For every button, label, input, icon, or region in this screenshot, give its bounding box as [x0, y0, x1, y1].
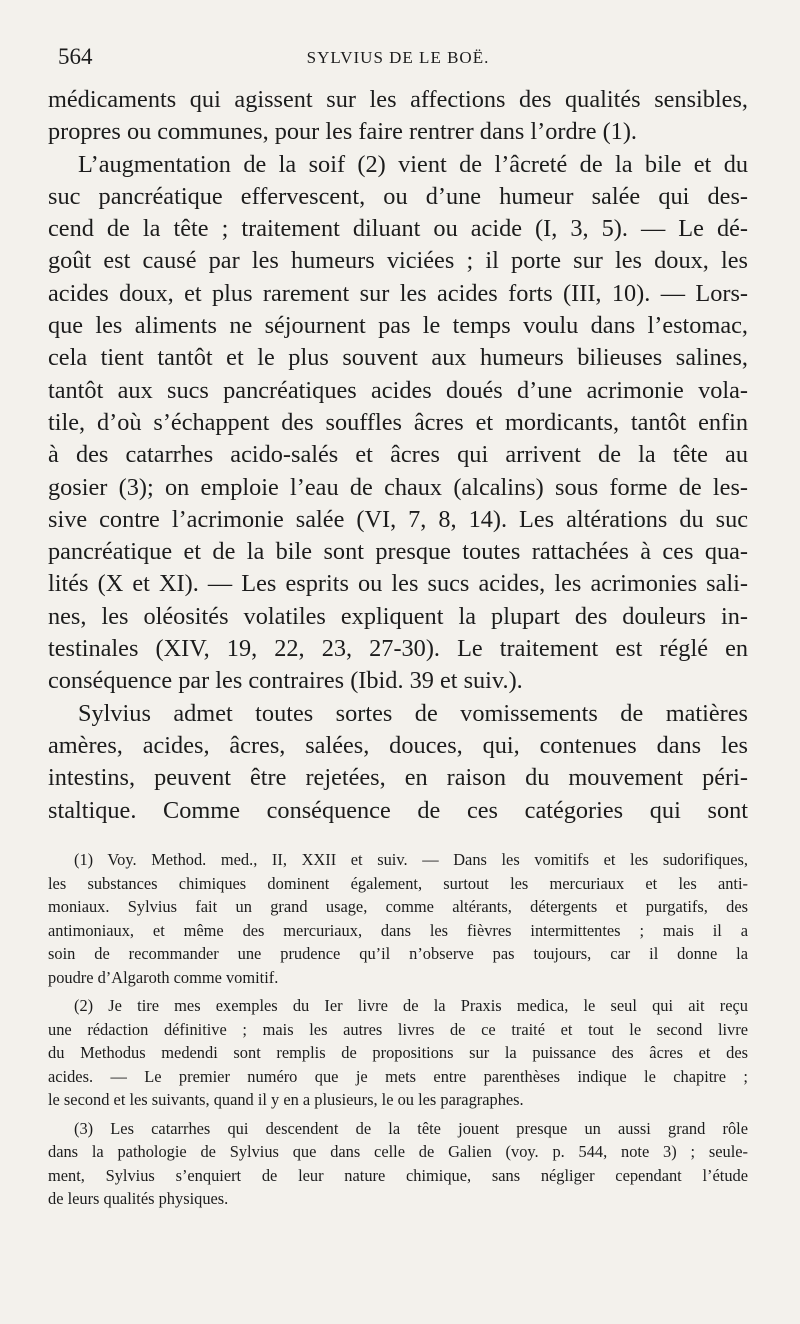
footnote-line: du Methodus medendi sont remplis de propositions sur la puissance des âcres et des: [48, 1043, 748, 1062]
footnote-line: de leurs qualités physiques.: [48, 1189, 229, 1208]
text-line: tantôt aux sucs pancréatiques acides doués d’une acrimonie vola-: [48, 376, 748, 404]
text-line: propres ou communes, pour les faire rentrer dans l’ordre (1).: [48, 118, 637, 146]
footnote-line: ment, Sylvius s’enquiert de leur nature chimique, sans négliger cependant l’étude: [48, 1165, 748, 1185]
text-line: lités (X et XI). — Les esprits ou les sucs acides, les acrimonies sali-: [48, 570, 748, 598]
footnote-line: (1) Voy. Method. med., II, XXII et suiv. — Dans les vomitifs et les sudorifiques,: [74, 850, 748, 869]
text-line: tile, d’où s’échappent des souffles âcres et mordicants, tantôt enfin: [48, 408, 748, 436]
footnote-line: (3) Les catarrhes qui descendent de la tête jouent presque un aussi grand rôle: [74, 1118, 748, 1138]
main-text: [48, 84, 748, 827]
text-line: que les aliments ne séjournent pas le temps voulu dans l’estomac,: [48, 312, 748, 340]
footnote-line: les substances chimiques dominent également, surtout les mercuriaux et les anti-: [48, 873, 748, 893]
text-line: cela tient tantôt et le plus souvent aux humeurs bilieuses salines,: [48, 344, 748, 372]
text-line: Sylvius admet toutes sortes de vomissements de matières: [78, 699, 748, 727]
footnote-line: le second et les suivants, quand il y en a plusieurs, le ou les paragraphes.: [48, 1090, 524, 1109]
text-line: testinales (XIV, 19, 22, 23, 27-30). Le traitement est réglé en: [48, 635, 748, 663]
text-line: conséquence par les contraires (Ibid. 39 et suiv.).: [48, 667, 523, 695]
running-head: SYLVIUS DE LE BOË.: [306, 48, 490, 67]
text-line: cend de la tête ; traitement diluant ou acide (I, 3, 5). — Le dé-: [48, 215, 748, 243]
text-line: staltique. Comme conséquence de ces catégories qui sont: [48, 796, 748, 824]
text-line: acides doux, et plus rarement sur les acides forts (III, 10). — Lors-: [48, 279, 748, 307]
footnote-line: poudre d’Algaroth comme vomitif.: [48, 967, 279, 987]
footnotes: [48, 848, 748, 1211]
footnote-line: une rédaction définitive ; mais les autres livres de ce traité et tout le second livre: [48, 1019, 748, 1039]
text-line: suc pancréatique effervescent, ou d’une humeur salée qui des-: [48, 182, 748, 210]
footnote-line: (2) Je tire mes exemples du Ier livre de la Praxis medica, le seul qui ait reçu: [74, 996, 748, 1015]
text-line: L’augmentation de la soif (2) vient de l’âcreté de la bile et du: [78, 150, 748, 178]
text-line: amères, acides, âcres, salées, douces, qui, contenues dans les: [48, 731, 748, 759]
footnote-line: moniaux. Sylvius fait un grand usage, comme altérants, détergents et purgatifs, des: [48, 897, 748, 916]
text-line: sive contre l’acrimonie salée (VI, 7, 8, 14). Les altérations du suc: [48, 505, 748, 533]
text-line: intestins, peuvent être rejetées, en raison du mouvement péri-: [48, 764, 748, 792]
text-line: médicaments qui agissent sur les affections des qualités sensibles,: [48, 86, 748, 113]
footnote-line: dans la pathologie de Sylvius que dans celle de Galien (voy. p. 544, note 3) ; seule-: [48, 1142, 748, 1161]
text-line: pancréatique et de la bile sont presque toutes rattachées à ces qua-: [48, 538, 748, 566]
text-line: goût est causé par les humeurs viciées ; il porte sur les doux, les: [48, 247, 748, 275]
page-number: 564: [58, 44, 93, 69]
page-header: [48, 44, 748, 74]
text-line: gosier (3); on emploie l’eau de chaux (alcalins) sous forme de les-: [48, 473, 748, 501]
footnote-line: soin de recommander une prudence qu’il n’observe pas toujours, car il donne la: [48, 944, 748, 963]
text-line: à des catarrhes acido-salés et âcres qui arrivent de la tête au: [48, 441, 748, 469]
text-line: nes, les oléosités volatiles expliquent la plupart des douleurs in-: [48, 602, 748, 630]
footnote-line: acides. — Le premier numéro que je mets entre parenthèses indique le chapitre ;: [48, 1066, 748, 1086]
footnote-line: antimoniaux, et même des mercuriaux, dans les fièvres intermittentes ; mais il a: [48, 920, 748, 940]
